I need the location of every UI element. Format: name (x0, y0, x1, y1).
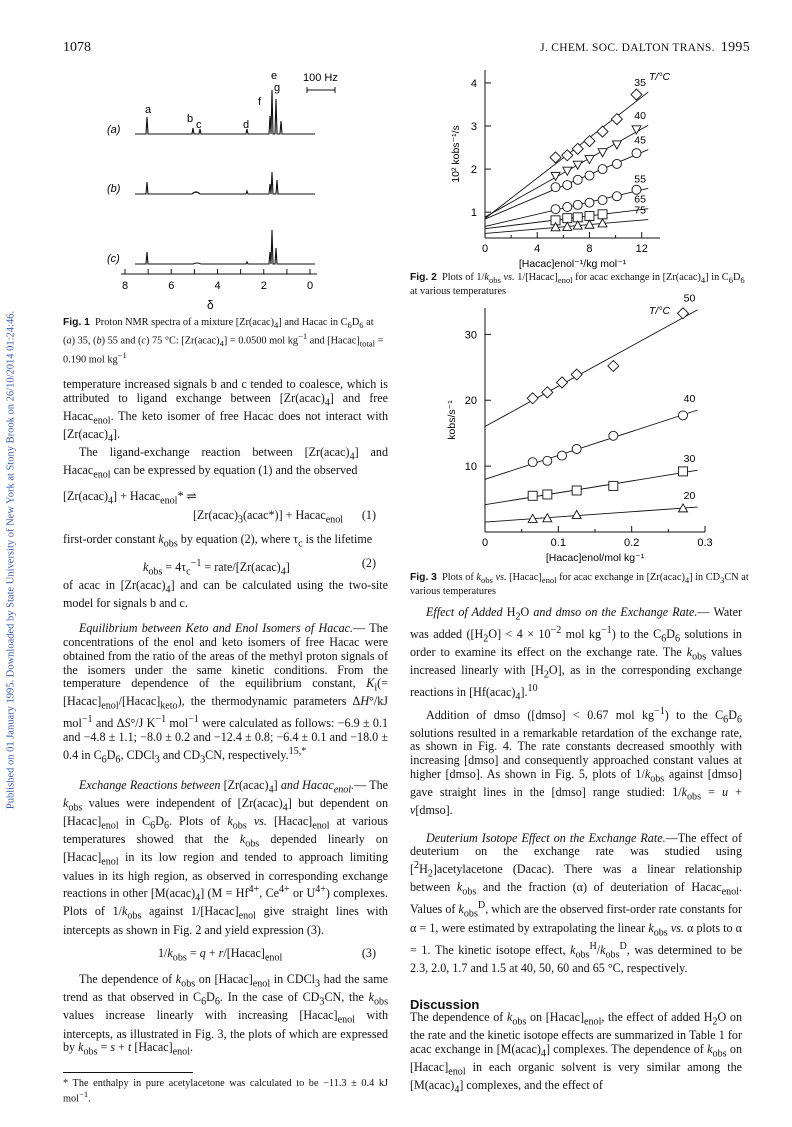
delta-tick-label: 2 (260, 280, 267, 292)
x-tick-label: 0 (481, 537, 489, 549)
equation-2: $k_{obs} = 4\tau_c^{-1}$ = rate/$[Zr(acac)_4]$ (2) (143, 555, 376, 578)
series-label: 35 (634, 77, 646, 90)
x-tick-label: 8 (586, 243, 593, 255)
paragraph: Addition of dmso ([dmso] < 0.67 mol $kg^{-1}$) to the $C_6D_6$ solutions resulted in a remarkable retardation of the exchange rate, as shown in Fig. 4. The rate constants decreased smoothly with increasing [dmso] and consequently approached constant values at higher [dmso]. As shown in Fig. 5, plots of $1/k_{obs}$ against [dmso] gave straight lines in the [dmso] range studied: $1/k_{obs} = u$ + v[dmso]. (410, 705, 742, 818)
paragraph: Effect of Added $H_2O$ and dmso on the Exchange Rate.— Water was added ($[H_2O] < 4 \times 10^{-2}$ mol $kg^{-1}$) to the $C_6D_6$ solutions in order to examine its effect on the exchange rate. The $k_{obs}$ values increased linearly with $[H_2O]$, as in the corresponding exchange reactions in $[Hf(acac)_4].^{10}$ (410, 605, 743, 703)
left-column (63, 317, 388, 1059)
series-label: 40 (634, 110, 646, 123)
peak-label-f: f (258, 96, 262, 108)
x-tick-label: 4 (534, 243, 541, 255)
data-point (573, 161, 582, 169)
equation-1-cont: $[Zr(acac)_3(acac*)]$ + Hacac$_{enol}$ (1) (193, 507, 376, 525)
paragraph: first-order constant $k_{obs}$ by equation (2), where $\tau_c$ is the lifetime (63, 531, 373, 549)
delta-axis-ticks (122, 269, 313, 292)
data-point (563, 202, 572, 211)
spectrum-b (135, 172, 315, 194)
x-axis-title: [Hacac]enol/mol kg⁻¹ (545, 552, 645, 564)
y-tick-label: 3 (470, 121, 477, 133)
data-point (608, 360, 619, 371)
x-tick-label: 12 (635, 243, 648, 255)
delta-tick-label: 4 (214, 280, 221, 292)
data-point (551, 183, 560, 192)
spectrum-a (135, 90, 315, 134)
data-point (542, 387, 553, 398)
right-column (410, 606, 742, 1097)
data-point (597, 126, 608, 137)
data-point (563, 167, 572, 175)
series-label: 55 (634, 173, 646, 186)
data-point (543, 456, 552, 465)
data-point (585, 171, 594, 180)
data-point (551, 205, 560, 214)
paragraph: The dependence of $k_{obs}$ on $[Hacac]_{enol}$ in CDCl$_3$ had the same trend as that observed in $C_6D_6$. In the case of $CD_3CN$, the $k_{obs}$ values increase linearly with increasing $[Hacac]_{enol}$ with intercepts, as illustrated in Fig. 3, the plots of which are expressed by $k_{obs} = s + t$ $[Hacac]_{enol}$. (63, 972, 388, 1058)
paragraph: temperature increased signals b and c tended to coalesce, which is attributed to ligand exchange between $[Zr(acac)_4]$ and free Hacac$_{enol}$. The keto isomer of free Hacac does not interact with $[Zr(acac)_4]$. (63, 377, 388, 445)
fit-line-30 (485, 470, 698, 504)
series-label: 50 (683, 292, 696, 305)
y-tick-label: 4 (470, 77, 477, 90)
delta-tick-label: 6 (168, 280, 175, 292)
data-point (609, 481, 618, 490)
peak-label-d: d (243, 119, 250, 131)
peak-label-e: e (271, 70, 278, 82)
fit-line-40 (485, 410, 698, 479)
data-point (572, 143, 583, 154)
data-point (612, 192, 621, 201)
x-tick-label: 0 (481, 243, 489, 255)
peak-label-b: b (187, 113, 194, 125)
y-tick-label: 1 (470, 207, 477, 220)
footnote-rule (63, 1072, 193, 1073)
download-notice: Published on 01 January 1995. Downloaded by State University of New York at Stony Brook on 26/10/2014 01:24:46. (5, 310, 17, 810)
peak-label-g: g (274, 82, 281, 94)
data-point (573, 175, 582, 184)
paragraph: Equilibrium between Keto and Enol Isomers of Hacac.— The concentrations of the enol and keto isomers of free Hacac were obtained from the ratio of the areas of the methyl proton signals of the isomers under the same kinetic conditions. From the temperature dependence of the equilibrium constant, $K_i(=[Hacac]_{enol}/[Hacac]_{keto})$, the thermodynamic parameters ΔH°/kJ mol$^{-1}$ and ΔS°/J $K^{-1}$ mol$^{-1}$ were calculated as follows: −6.9 ± 0.1 and −4.8 ± 1.1; −8.0 ± 0.2 and −12.4 ± 0.8; −6.4 ± 0.1 and −18.0 ± 0.4 in $C_6D_6$, CDCl$_3$ and $CD_3CN$, respectively.$^{15,*}$ (63, 621, 389, 766)
figure-3-caption: Fig. 3 Plots of $k_{obs}$ vs. $[Hacac]_{enol}$ for acac exchange in $[Zr(acac)_4]$ in $CD_3CN$ at various temperatures (410, 572, 749, 598)
journal-header (540, 40, 750, 56)
data-point (598, 165, 607, 174)
paragraph: The dependence of $k_{obs}$ on $[Hacac]_{enol}$, the effect of added $H_2O$ on the rate and the kinetic isotope effects are summarized in Table 1 for acac exchange in $[M(acac)_4]$ complexes. The dependence of $k_{obs}$ on $[Hacac]_{enol}$ in each organic solvent is very similar among the $[M(acac)_4]$ complexes, and the effect of (410, 1010, 743, 1096)
paragraph: Deuterium Isotope Effect on the Exchange Rate.—The effect of deuterium on the exchange rate was studied using $[^2H_2]acetylacetone$ (Dacac). There was a linear relationship between $k_{obs}$ and the fraction (α) of deuteriation of Hacac$_{enol}$. Values of $k_{obs}^D$, which are the observed first-order rate constants for α = 1, were estimated by extrapolating the linear $k_{obs}$ vs. α plots to α = 1. The kinetic isotope effect, $k_{obs}^H/k_{obs}^D$, was determined to be 2.3, 2.0, 1.7 and 1.5 at 40, 50, 60 and 65 °C, respectively. (410, 830, 742, 975)
data-point (584, 136, 595, 147)
paragraph: of acac in $[Zr(acac)_4]$ and can be calculated using the two-site model for signals b and c. (63, 577, 388, 610)
series-label: 65 (634, 193, 646, 206)
paragraph: Exchange Reactions between $[Zr(acac)_4]$ and Hacac$_{enol}$.— The $k_{obs}$ values were independent of $[Zr(acac)_4]$ but dependent on $[Hacac]_{enol}$ in $C_6D_6$. Plots of $k_{obs}$ vs. $[Hacac]_{enol}$ at various temperatures showed that the $k_{obs}$ depended linearly on $[Hacac]_{enol}$ in its low region and tended to approach limiting values in its high region, as observed in corresponding exchange reactions in other $[M(acac)_4] (M = Hf^{4+}$, $Ce^{4+}$ or $U^{4+}$) complexes. Plots of $1/k_{obs}$ against $1/[Hacac]_{enol}$ give straight lines with intercepts as shown in Fig. 2 and yield expression (3). (63, 778, 389, 937)
y-axis-title: 10² kobs⁻¹/s (450, 125, 462, 183)
figure-2-caption: Fig. 2 Plots of $1/k_{obs}$ vs. $1/[Hacac]_{enol}$ for acac exchange in $[Zr(acac)_4]$ in $C_6D_6$ at various temperatures (410, 272, 745, 298)
series-label: 45 (634, 134, 646, 147)
page-number: 1078 (63, 40, 91, 55)
y-axis-title: kobs/s⁻¹ (446, 400, 458, 440)
data-point (585, 212, 594, 221)
delta-tick-label: 8 (121, 280, 129, 292)
delta-axis-title: δ (207, 298, 214, 312)
spectrum-label-b: (b) (107, 183, 121, 195)
y-tick-label: 10 (464, 461, 477, 474)
equation-3: $1/k_{obs} = q$ + $r/[Hacac]_{enol}$ (3) (158, 946, 376, 964)
paragraph: The ligand-exchange reaction between $[Zr(acac)_4]$ and Hacac$_{enol}$ can be expressed by equation (1) and the observed (63, 445, 389, 481)
data-point (528, 458, 537, 467)
data-point (678, 308, 689, 319)
data-point (679, 467, 688, 476)
figure-2-chart (405, 62, 745, 274)
y-tick-label: 20 (464, 395, 477, 408)
journal-name: J. CHEM. SOC. DALTON TRANS. (540, 42, 715, 54)
data-point (585, 198, 594, 207)
spectrum-c (135, 230, 315, 264)
x-tick-label: 0.2 (624, 537, 640, 549)
data-point (611, 114, 622, 125)
y-tick-label: 2 (470, 164, 477, 177)
spectrum-label-a: (a) (107, 124, 121, 136)
figure-1-caption: Fig. 1 Proton NMR spectra of a mixture $[Zr(acac)_4]$ and Hacac in $C_6D_6$ at (a) 35, (b) 55 and (c) 75 °C: $[Zr(acac)_4] = 0.0500$ mol $kg^{-1}$ and $[Hacac]_{total} = 0.190$ mol $kg^{-1}$ (63, 317, 384, 366)
data-point (612, 159, 621, 168)
data-point (632, 149, 641, 158)
data-point (543, 490, 552, 499)
x-axis-title: [Hacac]enol⁻¹/kg mol⁻¹ (518, 258, 627, 270)
spectrum-label-c: (c) (107, 253, 120, 265)
data-point (598, 210, 607, 219)
series-label: 40 (683, 393, 696, 406)
data-point (679, 411, 688, 420)
peak-label-c: c (196, 119, 202, 131)
data-point (558, 451, 567, 460)
equation-1: $[Zr(acac)_4]$ + Hacac$_{enol}$* ⇌ (63, 489, 197, 507)
data-point (573, 200, 582, 209)
data-point (572, 510, 581, 518)
data-point (572, 486, 581, 495)
delta-tick-label: 0 (306, 280, 314, 292)
figure-3-chart (405, 292, 745, 572)
journal-year: 1995 (720, 40, 750, 55)
legend-title: T/°C (649, 71, 671, 83)
figure-1-nmr-spectra (95, 66, 338, 316)
fit-line-50 (485, 310, 698, 427)
legend-title: T/°C (649, 305, 671, 317)
x-tick-label: 0.3 (697, 537, 713, 549)
series-label: 20 (683, 490, 696, 503)
data-point (572, 444, 581, 453)
x-tick-label: 0.1 (550, 537, 566, 549)
fit-line-20 (485, 507, 698, 522)
series-label: 30 (683, 453, 696, 466)
series-label: 75 (634, 204, 646, 217)
data-point (528, 491, 537, 500)
y-tick-label: 30 (464, 329, 477, 342)
section-heading-discussion: Discussion (410, 996, 480, 1012)
data-point (609, 431, 618, 440)
peak-label-a: a (145, 104, 152, 116)
scale-label: 100 Hz (303, 72, 338, 84)
data-point (598, 196, 607, 205)
data-point (563, 181, 572, 190)
footnote: * The enthalpy in pure acetylacetone was calculated to be −11.3 ± 0.4 kJ mol$^{-1}$. (63, 1078, 388, 1105)
data-point (563, 214, 572, 223)
